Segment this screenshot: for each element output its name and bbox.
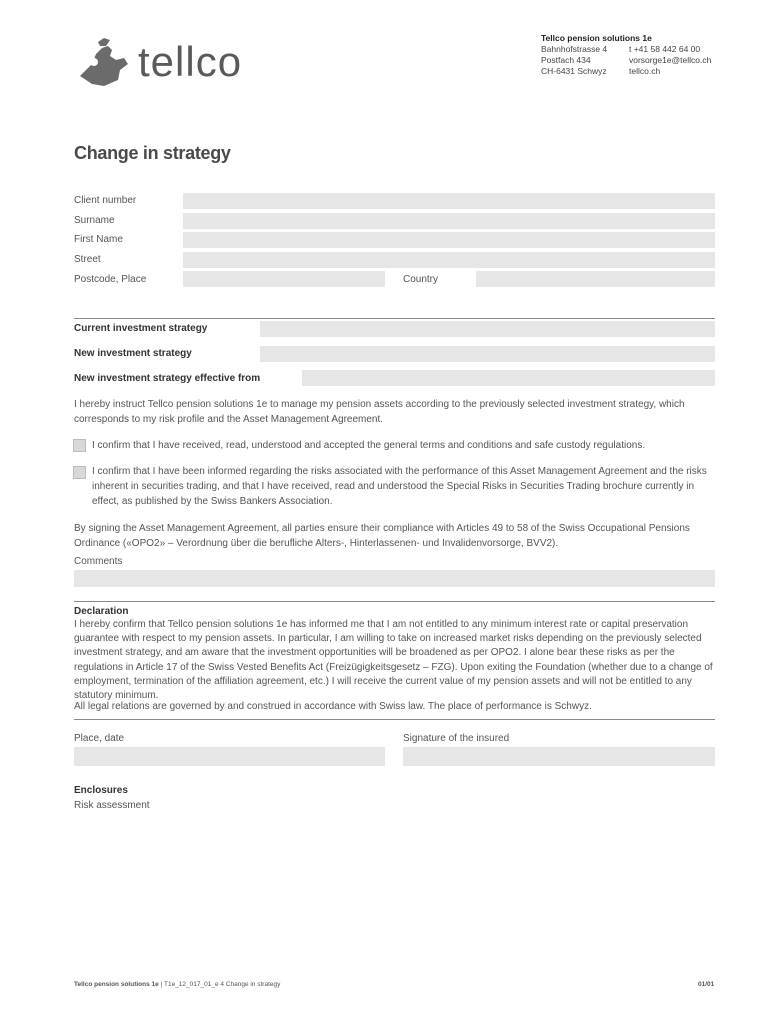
address-line: CH-6431 Schwyz xyxy=(541,66,607,76)
company-contact xyxy=(629,44,711,77)
page-title: Change in strategy xyxy=(74,143,231,163)
street-field[interactable] xyxy=(183,252,715,268)
country-label: Country xyxy=(403,274,439,285)
address-line: Postfach 434 xyxy=(541,55,591,65)
postcode-place-field[interactable] xyxy=(183,271,385,287)
current-strategy-label: Current investment strategy xyxy=(74,323,208,334)
client-number-field[interactable] xyxy=(183,193,715,209)
divider xyxy=(74,601,715,602)
footer-left xyxy=(74,981,280,988)
contact-email: vorsorge1e@tellco.ch xyxy=(629,55,712,65)
legal-text: All legal relations are governed by and construed in accordance with Swiss law. The place of performance is Schwyz. xyxy=(74,701,592,712)
divider xyxy=(74,318,715,319)
street-label: Street xyxy=(74,254,101,265)
instruction-text: I hereby instruct Tellco pension solutions 1e to manage my pension assets according to the previously selected investment strategy, which corresponds to my risk profile and the Asset Management Agreement. xyxy=(74,399,685,425)
tellco-logo xyxy=(74,36,274,88)
footer-company: Tellco pension solutions 1e xyxy=(74,981,159,988)
surname-field[interactable] xyxy=(183,213,715,229)
comments-label: Comments xyxy=(74,556,123,567)
signature-field[interactable] xyxy=(403,747,715,766)
effective-date-field[interactable] xyxy=(302,370,715,386)
effective-date-label: New investment strategy effective from xyxy=(74,373,261,384)
declaration-text: I hereby confirm that Tellco pension solutions 1e has informed me that I am not entitled to any minimum interest rate or capital preservation guarantee with respect to my pension assets. In particular, I am willing to take on increased market risks depending on the previously selected investment strategy, and am aware that the investment opportunities will be broadened as per OPO2. I alone bear these risks as per the regulations in Article 17 of the Swiss Vested Benefits Act (Freizügigkeitsgesetz – FZG). Upon exiting the Foundation (whether due to a change of employment, termination of the affiliation agreement, etc.) I will receive the current value of my pension assets and will not be entitled to any statutory minimum. xyxy=(74,619,713,702)
first-name-field[interactable] xyxy=(183,232,715,248)
page-number: 01/01 xyxy=(698,981,715,988)
declaration-heading: Declaration xyxy=(74,606,129,617)
new-strategy-field[interactable] xyxy=(260,346,715,362)
place-date-label: Place, date xyxy=(74,733,125,744)
confirm-terms-text: I confirm that I have received, read, understood and accepted the general terms and conditions and safe custody regulations. xyxy=(92,440,646,451)
confirm-risks-text: I confirm that I have been informed regarding the risks associated with the performance of this Asset Management Agreement and the risks inherent in securities trading, and that I have received, read and understood the Special Risks in Securities Trading brochure currently in effect, as published by the Swiss Bankers Association. xyxy=(92,466,707,507)
company-name: Tellco pension solutions 1e xyxy=(541,33,652,43)
client-number-label: Client number xyxy=(74,195,137,206)
surname-label: Surname xyxy=(74,215,115,226)
divider xyxy=(74,719,715,720)
figure-icon xyxy=(74,36,134,88)
address-line: Bahnhofstrasse 4 xyxy=(541,44,608,54)
country-field[interactable] xyxy=(476,271,715,287)
footer-doc-ref: T1e_12_017_01_e 4 Change in strategy xyxy=(163,981,281,988)
new-strategy-label: New investment strategy xyxy=(74,348,192,359)
confirm-terms-checkbox[interactable] xyxy=(73,439,86,452)
logo-wordmark: tellco xyxy=(138,38,243,85)
current-strategy-field[interactable] xyxy=(260,321,715,337)
footer-separator: | xyxy=(160,981,163,988)
enclosure-item: Risk assessment xyxy=(74,800,150,811)
signature-label: Signature of the insured xyxy=(403,733,510,744)
postcode-place-label: Postcode, Place xyxy=(74,274,147,285)
compliance-text: By signing the Asset Management Agreement, all parties ensure their compliance with Articles 49 to 58 of the Swiss Occupational Pensions Ordinance («OPO2» – Verordnung über die berufliche Alters-, Hinterlassenen- und Invalidenvorsorge, BVV2). xyxy=(74,523,690,549)
comments-field[interactable] xyxy=(74,570,715,587)
enclosures-heading: Enclosures xyxy=(74,785,128,796)
contact-website: tellco.ch xyxy=(629,66,661,76)
place-date-field[interactable] xyxy=(74,747,385,766)
first-name-label: First Name xyxy=(74,234,123,245)
confirm-risks-checkbox[interactable] xyxy=(73,466,86,479)
contact-phone: t +41 58 442 64 00 xyxy=(629,44,701,54)
